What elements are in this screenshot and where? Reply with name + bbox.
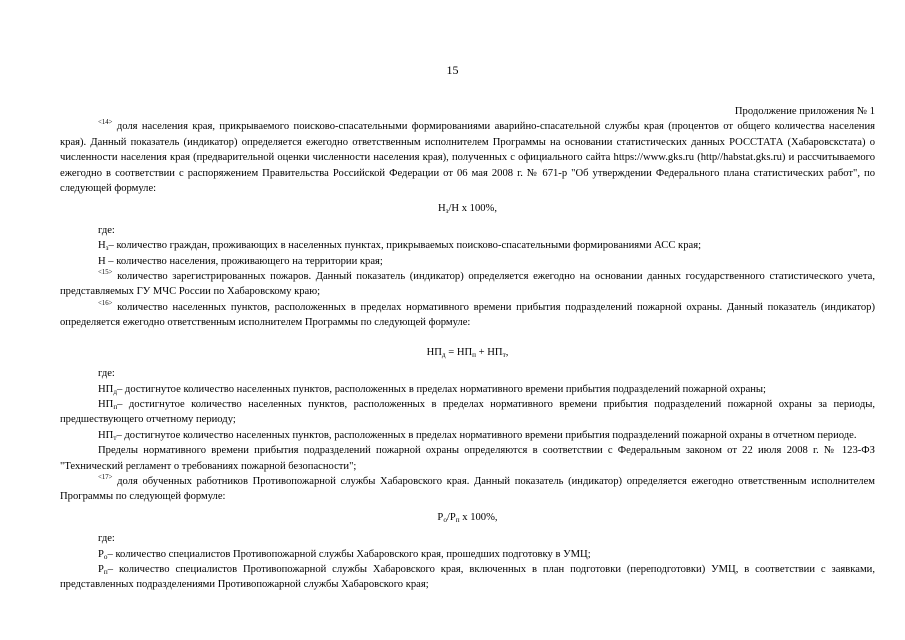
where-label: где: (98, 224, 115, 236)
paragraph-text: доля обученных работников Противопожарной службы Хабаровского края. Данный показатель (индикатор) определяется ежегодно ответственным исполнителем Программы по следующей формуле: (60, 475, 875, 503)
footnote-marker-15: <15> (98, 269, 113, 277)
footnote-marker-14: <14> (98, 119, 113, 127)
formula-3: $Р_о/Р_п$ x 100%, (437, 511, 498, 524)
appendix-header: Продолжение приложения № 1 (734, 106, 875, 117)
definition-npd: $НП_д-$ достигнутое количество населенных пунктов, расположенных в пределах нормативного времени прибытия подразделений пожарной охраны; (98, 383, 766, 396)
formula-1: $Н_з/Н$ x 100%, (437, 203, 498, 216)
footnote-marker-16: <16> (98, 299, 113, 307)
definition-ro: $Р_о-$ количество специалистов Противопожарной службы Хабаровского края, прошедших подготовку в УМЦ; (98, 548, 591, 561)
paragraph-text: количество населенных пунктов, расположенных в пределах нормативного времени прибытия подразделений пожарной охраны. Данный показатель (индикатор) определяется ежегодно ответственным исполнителем Программы по следующей формуле: (60, 301, 875, 329)
definition-rp: $Р_п-$ количество специалистов Противопожарной службы Хабаровского края, включенных в план подготовки (переподготовки) УМЦ, в соответствии с заявками, представленных подразделениями Противопожарной службы Хабаровского края; (60, 563, 875, 591)
where-label: где: (98, 533, 115, 545)
definition-h: Н – количество населения, проживающего на территории края; (98, 255, 383, 267)
definition-npt: $НП_т-$ достигнутое количество населенных пунктов, расположенных в пределах нормативного времени прибытия подразделений пожарной охраны в отчетном периоде. (98, 429, 857, 442)
definition-hz: $Н_з-$ количество граждан, проживающих в населенных пунктах, прикрываемых поисково-спасательными формированиями АСС края; (98, 240, 702, 253)
paragraph-note-16 (60, 300, 875, 331)
paragraph-note-17 (60, 474, 875, 505)
page-number: 15 (446, 63, 459, 77)
page-content (60, 104, 875, 593)
paragraph-text: доля населения края, прикрываемого поисково-спасательными формированиями аварийно-спасательной службы края (процентов от общего количества населения края). Данный показатель (индикатор) определяется ежегодно ответственным исполнителем Программы на основании статистических данных РОССТАТА (Хабаровскстата) о численности населения края (предварительной оценки численности населения края), полученных с официального сайта https://www.gks.ru (http//habstat.gks.ru) и рассчитываемого ежегодно в соответствии с распоряжением Правительства Российской Федерации от 06 мая 2008 г. № 671-р "Об утверждении Федерального плана статистических работ", по следующей формуле: (60, 121, 875, 195)
formula-2: $НП_д = НП_п + НП_т$, (426, 346, 509, 359)
where-label: где: (98, 368, 115, 380)
definition-npp: $НП_п-$ достигнутое количество населенных пунктов, расположенных в пределах нормативного времени прибытия подразделений пожарной охраны за периоды, предшествующего отчетному периоду; (60, 398, 875, 426)
paragraph-limits: Пределы нормативного времени прибытия подразделений пожарной охраны определяются в соответствии с Федеральным законом от 22 июля 2008 г. № 123-ФЗ "Технический регламент о требованиях пожарной безопасности"; (60, 445, 875, 472)
paragraph-note-15 (60, 269, 875, 300)
paragraph-note-14 (60, 119, 875, 196)
paragraph-text: количество зарегистрированных пожаров. Данный показатель (индикатор) определяется ежегодно на основании данных государственного статистического учета, представляемых ГУ МЧС России по Хабаровскому краю; (60, 271, 875, 298)
footnote-marker-17: <17> (98, 473, 113, 481)
